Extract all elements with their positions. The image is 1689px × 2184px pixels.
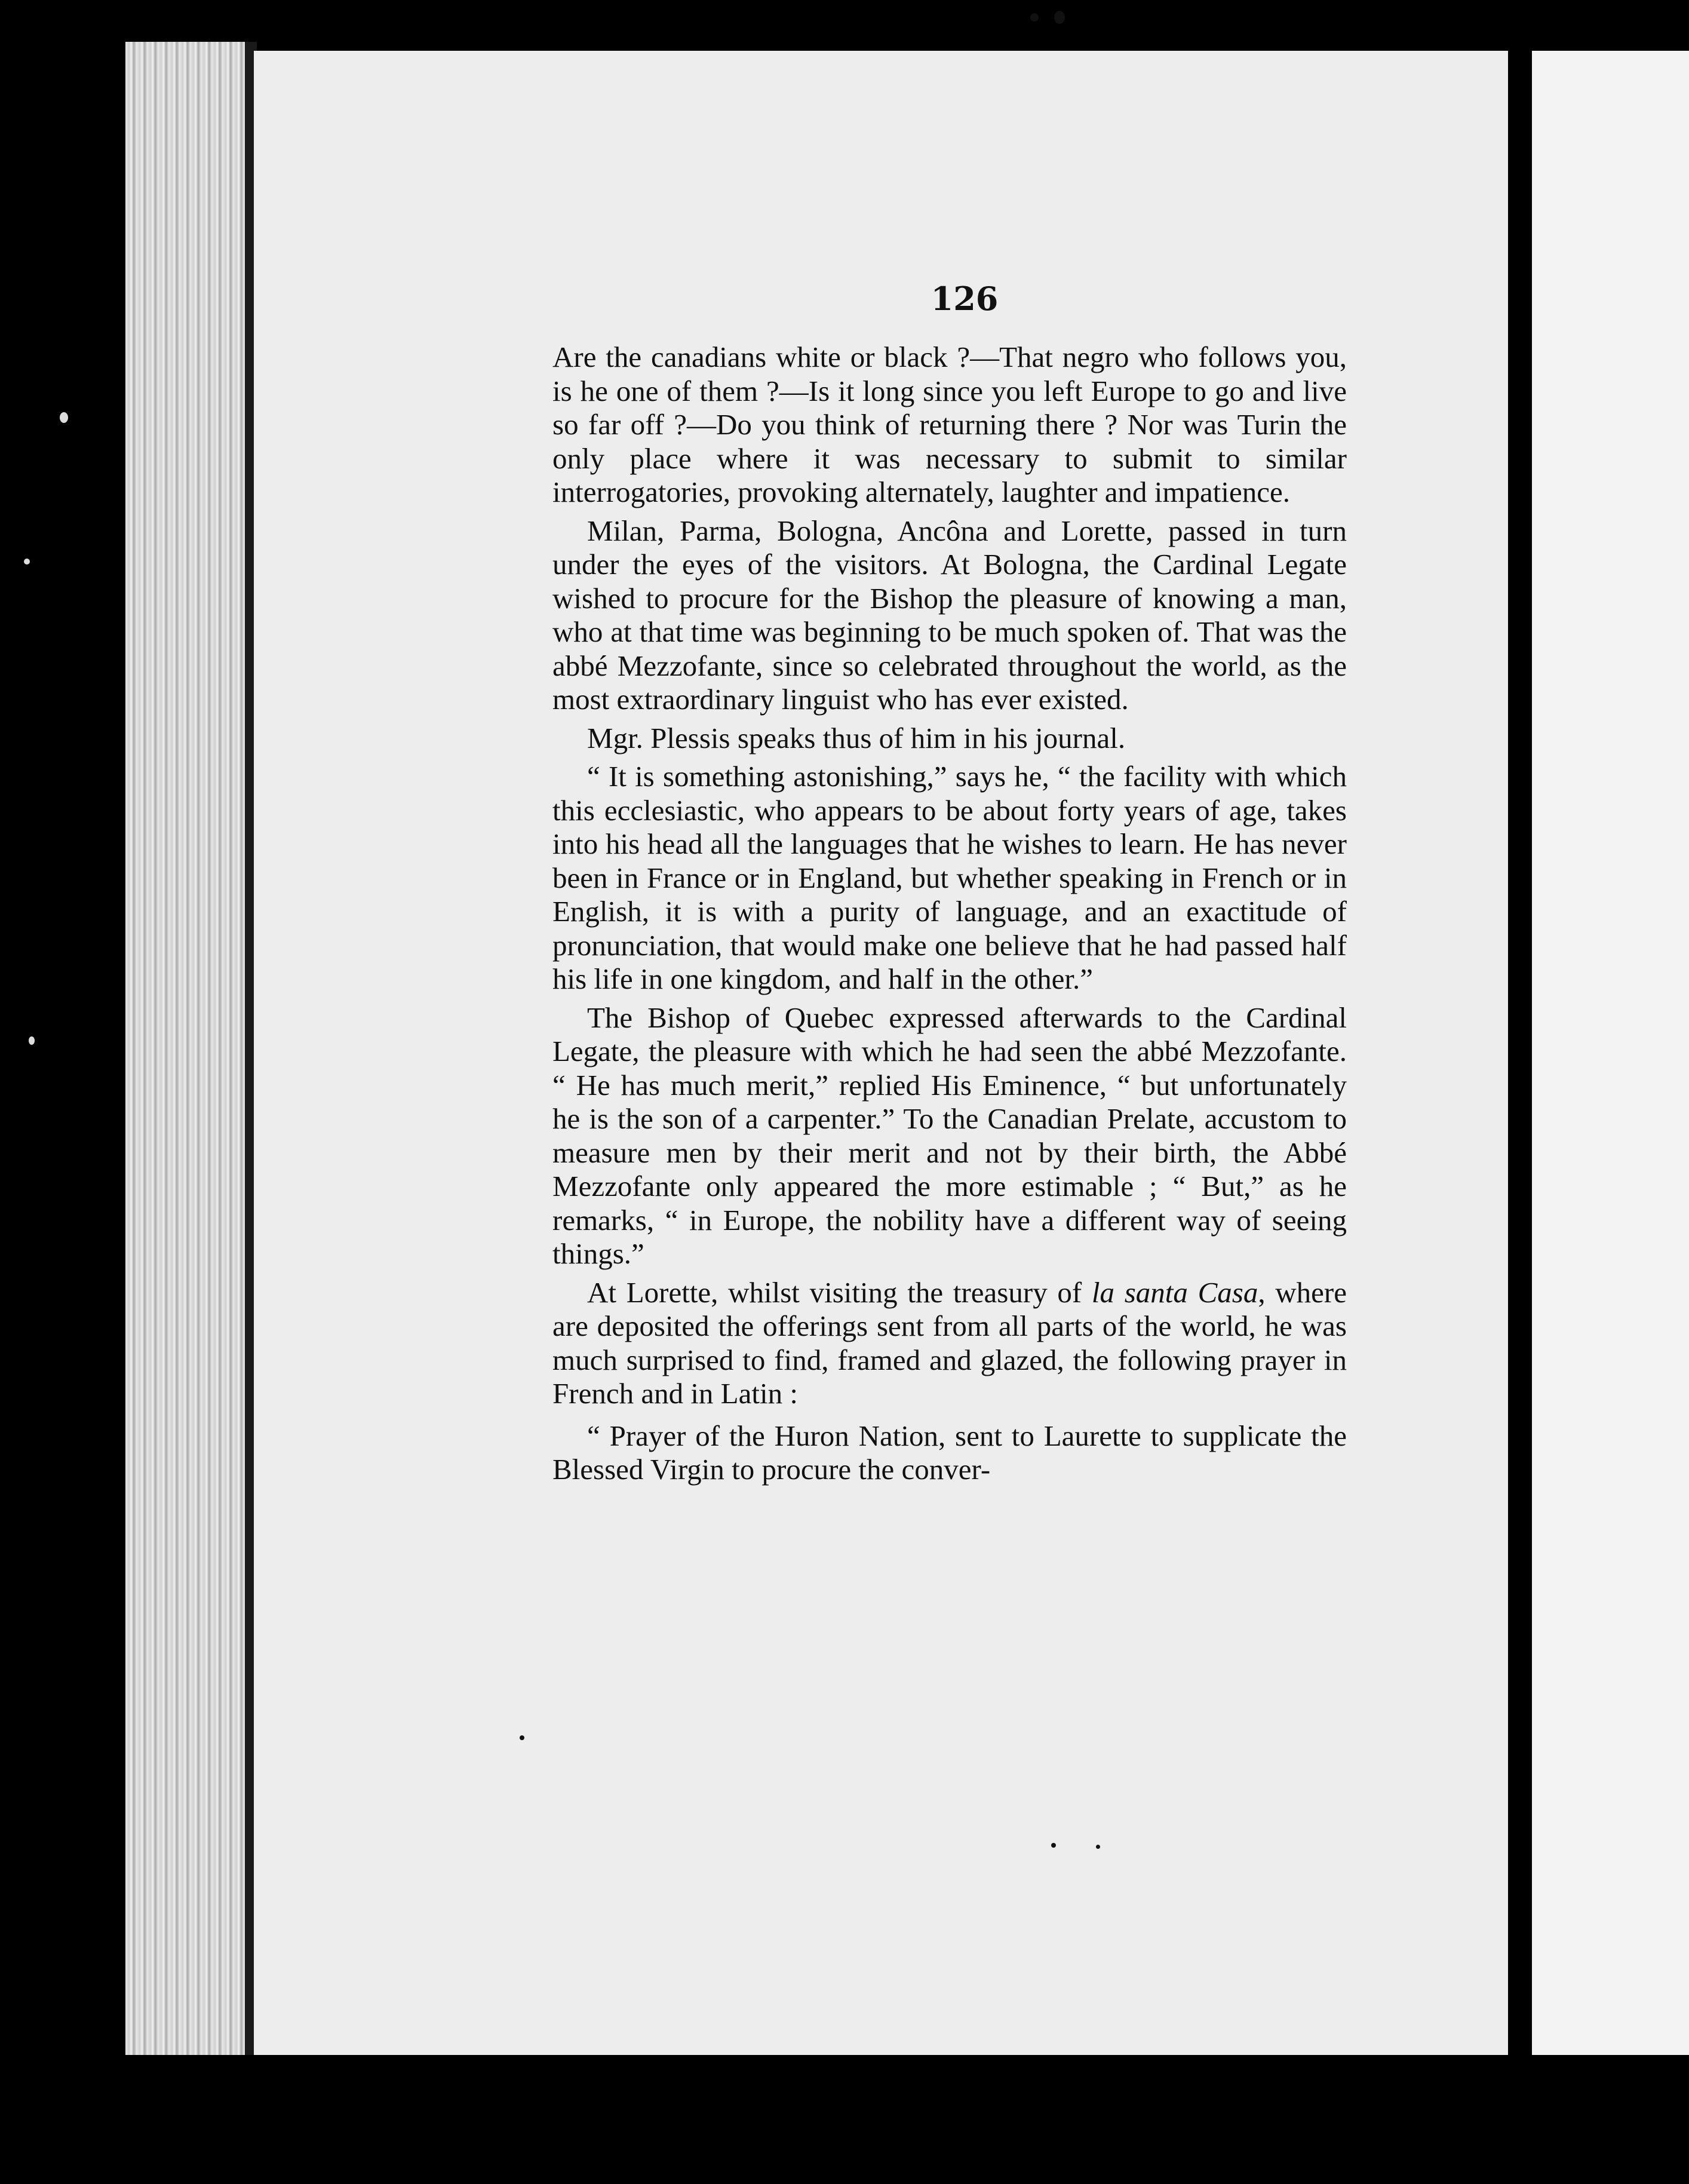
book-gutter — [1508, 51, 1532, 2055]
scan-speck — [24, 559, 30, 565]
lorette-text-after: , where are deposited the offerings sent from all parts of the world, he was much surprised to find, framed and glazed, the following prayer in French and in Latin : — [552, 1275, 1347, 1410]
paragraph-lorette — [552, 1276, 1347, 1411]
paragraph-bishop-quebec: The Bishop of Quebec expressed afterwards to the Cardinal Legate, the pleasure with which he had seen the abbé Mezzofante. “ He has much merit,” replied His Eminence, “ but unfortunately he is the son of a carpenter.” To the Canadian Prelate, accustom to measure men by their merit and not by their birth, the Abbé Mezzofante only appeared the more estimable ; “ But,” as he remarks, “ in Europe, the nobility have a different way of seeing things.” — [552, 1001, 1347, 1270]
scan-speck — [1096, 1845, 1100, 1849]
paragraph-quote-facility: “ It is something astonishing,” says he, “ the facility with which this ecclesiastic, who appears to be about forty years of age, takes into his head all the languages that he wishes to learn. He has never been in France or in England, but whether speaking in French or in English, it is with a purity of language, and an exactitude of pronunciation, that would make one believe that he had passed half his life in one kingdom, and half in the other.” — [552, 760, 1347, 995]
facing-page-edge — [1532, 51, 1689, 2055]
paragraph-questions: Are the canadians white or black ?—That negro who follows you, is he one of them ?—Is it long since you left Europe to go and live so far off ?—Do you think of returning there ? Nor was Turin the only place where it was necessary to submit to similar interrogatories, provoking alternately, laughter and impatience. — [552, 341, 1347, 508]
scan-speck — [520, 1735, 524, 1740]
book-page-edges — [125, 42, 257, 2055]
paragraph-journal: Mgr. Plessis speaks thus of him in his journal. — [587, 721, 1126, 754]
page-number: 126 — [931, 280, 999, 318]
lorette-text-before: At Lorette, whilst visiting the treasury of — [587, 1275, 1092, 1309]
scan-speck — [29, 1036, 35, 1045]
paragraph-travels: Milan, Parma, Bologna, Ancôna and Lorette, passed in turn under the eyes of the visitors. At Bologna, the Cardinal Legate wished to procure for the Bishop the pleasure of knowing a man, who at that time was beginning to be much spoken of. That was the abbé Mezzofante, since so celebrated throughout the world, as the most extraordinary linguist who has ever existed. — [552, 514, 1347, 716]
scan-speck — [1030, 13, 1039, 22]
lorette-text-italic: la santa Casa — [1091, 1275, 1258, 1309]
scan-speck — [1054, 11, 1065, 24]
paragraph-prayer: “ Prayer of the Huron Nation, sent to Laurette to supplicate the Blessed Virgin to procure the conver- — [552, 1419, 1347, 1486]
scan-speck — [1051, 1843, 1056, 1848]
scan-speck — [60, 412, 68, 423]
page-text — [552, 281, 1347, 1492]
